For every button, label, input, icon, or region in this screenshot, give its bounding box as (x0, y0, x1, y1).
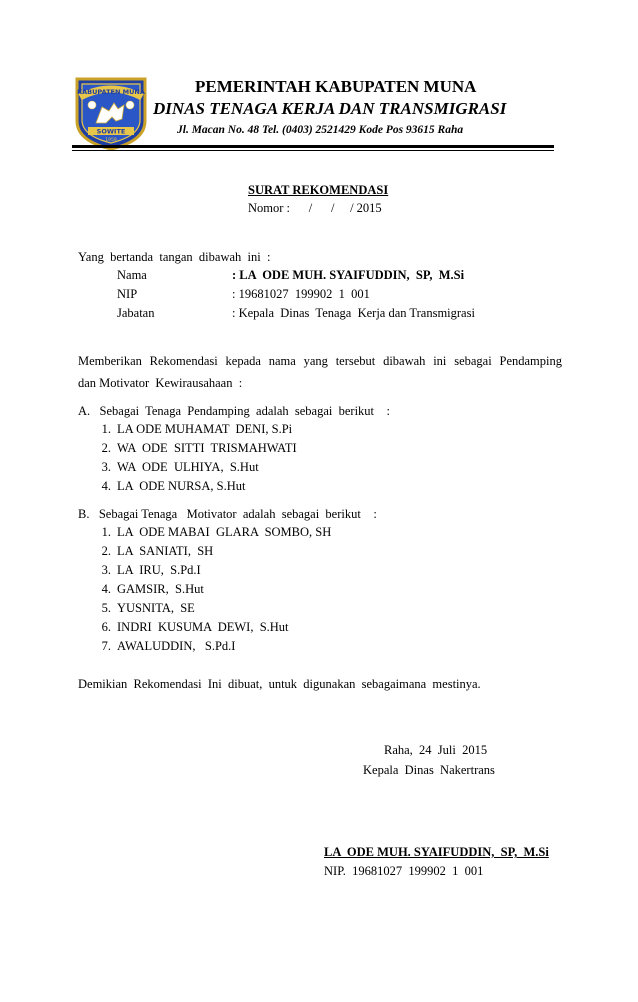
section-b-number: 2. (101, 544, 111, 558)
field-label-jabatan: Jabatan (117, 306, 155, 320)
section-b-item: GAMSIR, S.Hut (117, 582, 204, 596)
recommendation-paragraph: Memberikan Rekomendasi kepada nama yang tersebut dibawah ini sebagai Pendamping dan Motivator Kewirausahaan : (78, 354, 569, 390)
section-a-item: WA ODE SITTI TRISMAHWATI (117, 441, 297, 455)
section-b-number: 4. (101, 582, 111, 596)
section-a-number: 2. (101, 441, 111, 455)
section-a-item: LA ODE NURSA, S.Hut (117, 479, 246, 493)
section-a-item: WA ODE ULHIYA, S.Hut (117, 460, 259, 474)
field-label-nip: NIP (117, 287, 138, 301)
section-a-number: 1. (101, 422, 111, 436)
section-b-number: 6. (101, 620, 111, 634)
section-b-number: 5. (101, 601, 111, 615)
section-b-number: 1. (101, 525, 111, 539)
signer-position: Kepala Dinas Nakertrans (363, 763, 495, 777)
section-b-heading: B. Sebagai Tenaga Motivator adalah sebagai berikut : (78, 507, 377, 521)
letterhead-address: Jl. Macan No. 48 Tel. (0403) 2521429 Kode Pos 93615 Raha (177, 124, 464, 136)
section-a-number: 4. (101, 479, 111, 493)
section-a-heading: A. Sebagai Tenaga Pendamping adalah sebagai berikut : (78, 404, 390, 418)
section-b-item: LA ODE MABAI GLARA SOMBO, SH (117, 525, 332, 539)
logo-year: 1959 (105, 138, 117, 143)
signer-name: LA ODE MUH. SYAIFUDDIN, SP, M.Si (324, 845, 549, 859)
section-b-item: AWALUDDIN, S.Pd.I (117, 639, 236, 653)
closing-text: Demikian Rekomendasi Ini dibuat, untuk digunakan sebagaimana mestinya. (78, 677, 481, 691)
letter-number: Nomor : / / / 2015 (248, 201, 382, 215)
field-label-nama: Nama (117, 268, 147, 282)
field-value-nama: : LA ODE MUH. SYAIFUDDIN, SP, M.Si (232, 268, 465, 282)
section-a-number: 3. (101, 460, 111, 474)
section-a-item: LA ODE MUHAMAT DENI, S.Pi (117, 422, 293, 436)
field-value-jabatan: : Kepala Dinas Tenaga Kerja dan Transmigrasi (232, 306, 475, 320)
letter-title: SURAT REKOMENDASI (248, 183, 389, 197)
letterhead-line-2: DINAS TENAGA KERJA DAN TRANSMIGRASI (153, 99, 507, 118)
logo-text-bottom: SOWITE (96, 127, 126, 136)
intro-text: Yang bertanda tangan dibawah ini : (78, 250, 271, 264)
letterhead-line-1: PEMERINTAH KABUPATEN MUNA (195, 77, 477, 96)
section-b-number: 3. (101, 563, 111, 577)
section-b-item: LA SANIATI, SH (117, 544, 214, 558)
letterhead-rule-thin (72, 150, 554, 151)
signer-nip: NIP. 19681027 199902 1 001 (324, 864, 484, 878)
logo-text-top: KABUPATEN MUNA (77, 88, 145, 96)
section-b-item: YUSNITA, SE (117, 601, 195, 615)
section-b-item: LA IRU, S.Pd.I (117, 563, 201, 577)
kabupaten-muna-logo (74, 75, 148, 151)
letterhead-rule-thick (72, 145, 554, 148)
place-date: Raha, 24 Juli 2015 (384, 743, 488, 757)
field-value-nip: : 19681027 199902 1 001 (232, 287, 370, 301)
section-b-item: INDRI KUSUMA DEWI, S.Hut (117, 620, 289, 634)
section-b-number: 7. (101, 639, 111, 653)
